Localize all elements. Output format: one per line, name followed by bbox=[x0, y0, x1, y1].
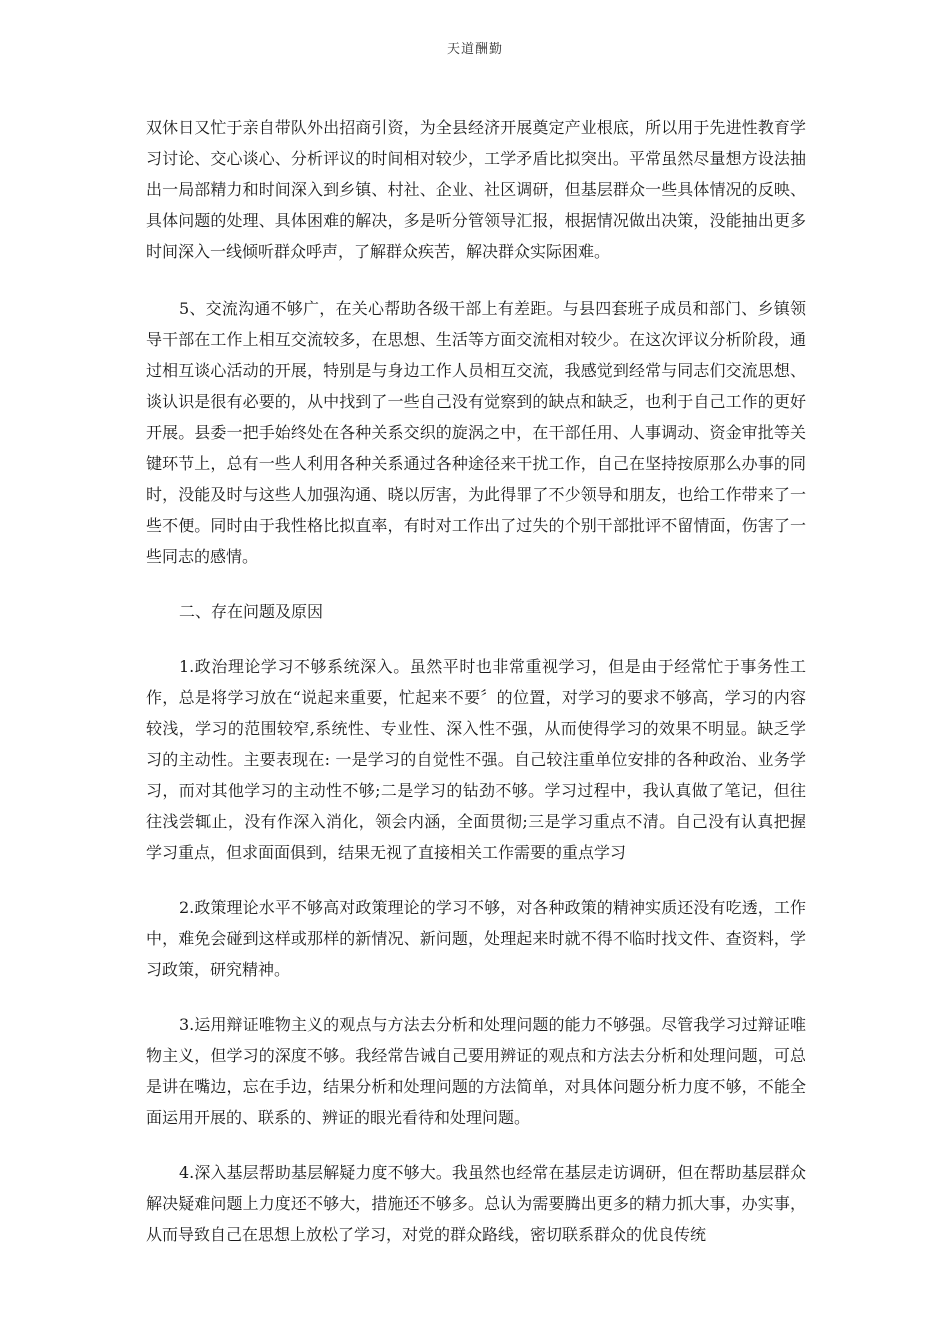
document-body bbox=[146, 112, 806, 1274]
paragraph-item-5: 5、交流沟通不够广，在关心帮助各级干部上有差距。与县四套班子成员和部门、乡镇领导干部在工作上相互交流较多，在思想、生活等方面交流相对较少。在这次评议分析阶段，通过相互谈心活动的开展，特别是与身边工作人员相互交流，我感觉到经常与同志们交流思想、谈认识是很有必要的，从中找到了一些自己没有觉察到的缺点和缺乏，也利于自己工作的更好开展。县委一把手始终处在各种关系交织的旋涡之中，在干部任用、人事调动、资金审批等关键环节上，总有一些人利用各种关系通过各种途径来干扰工作，自己在坚持按原那么办事的同时，没能及时与这些人加强沟通、晓以厉害，为此得罪了不少领导和朋友，也给工作带来了一些不便。同时由于我性格比拟直率，有时对工作出了过失的个别干部批评不留情面，伤害了一些同志的感情。 bbox=[146, 299, 806, 566]
paragraph-problem-3: 3.运用辩证唯物主义的观点与方法去分析和处理问题的能力不够强。尽管我学习过辩证唯物主义，但学习的深度不够。我经常告诫自己要用辨证的观点和方法去分析和处理问题，可总是讲在嘴边，忘在手边，结果分析和处理问题的方法简单，对具体问题分析力度不够，不能全面运用开展的、联系的、辨证的眼光看待和处理问题。 bbox=[146, 1015, 806, 1127]
paragraph-problem-4: 4.深入基层帮助基层解疑力度不够大。我虽然也经常在基层走访调研，但在帮助基层群众解决疑难问题上力度还不够大，措施还不够多。总认为需要腾出更多的精力抓大事，办实事，从而导致自己在思想上放松了学习，对党的群众路线，密切联系群众的优良传统 bbox=[146, 1163, 806, 1244]
section-heading-problems: 二、存在问题及原因 bbox=[179, 602, 324, 621]
paragraph-problem-2: 2.政策理论水平不够高对政策理论的学习不够，对各种政策的精神实质还没有吃透，工作中，难免会碰到这样或那样的新情况、新问题，处理起来时就不得不临时找文件、查资料，学习政策，研究精神。 bbox=[146, 898, 806, 979]
page-header-title: 天道酬勤 bbox=[446, 42, 503, 57]
paragraph-problem-1: 1.政治理论学习不够系统深入。虽然平时也非常重视学习，但是由于经常忙于事务性工作，总是将学习放在“说起来重要，忙起来不要〞的位置，对学习的要求不够高，学习的内容较浅，学习的范围较窄,系统性、专业性、深入性不强，从而使得学习的效果不明显。缺乏学习的主动性。主要表现在: 一是学习的自觉性不强。自己较注重单位安排的各种政治、业务学习，而对其他学习的主动性不够;二是学习的钻劲不够。学习过程中，我认真做了笔记，但往往浅尝辄止，没有作深入消化，领会内涵，全面贯彻;三是学习重点不清。自己没有认真把握学习重点，但求面面俱到，结果无视了直接相关工作需要的重点学习 bbox=[146, 657, 806, 862]
paragraph-continuation: 双休日又忙于亲自带队外出招商引资，为全县经济开展奠定产业根底，所以用于先进性教育学习讨论、交心谈心、分析评议的时间相对较少，工学矛盾比拟突出。平常虽然尽量想方设法抽出一局部精力和时间深入到乡镇、村社、企业、社区调研，但基层群众一些具体情况的反映、具体问题的处理、具体困难的解决，多是听分管领导汇报，根据情况做出决策，没能抽出更多时间深入一线倾听群众呼声，了解群众疾苦，解决群众实际困难。 bbox=[146, 118, 806, 261]
